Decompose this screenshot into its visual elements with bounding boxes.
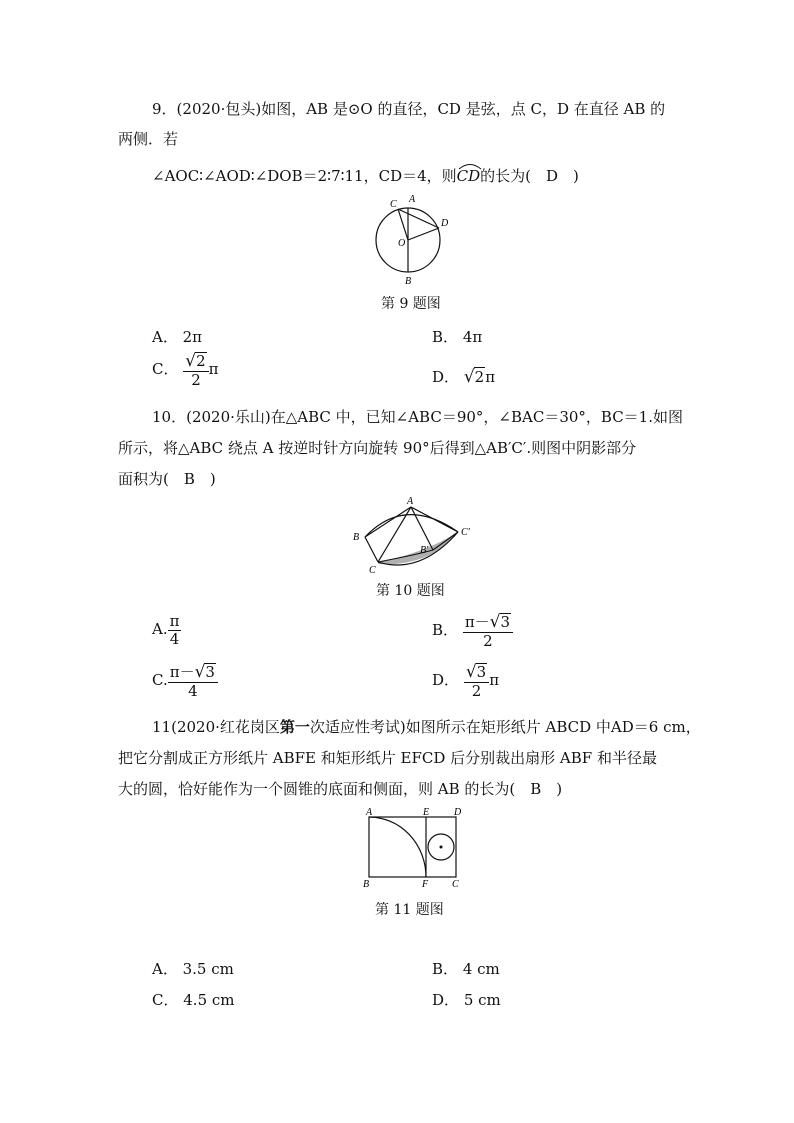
q11-label-c: C [452, 879, 459, 890]
q9-stem-line1: 9．(2020·包头)如图，AB 是⊙O 的直径，CD 是弦，点 C，D 在直径 AB 的 [152, 100, 666, 118]
q11-label-e: E [423, 807, 430, 818]
q10-option-d: D． $\frac{√3}{2}$ π [432, 662, 500, 700]
q11-stem-line2: 把它分割成正方形纸片 ABFE 和矩形纸片 EFCD 后分别裁出扇形 ABF 和半径最 [118, 749, 657, 767]
q10-option-b: B． $\frac{\pi-√3}{2}$ [432, 613, 513, 649]
q11-rectangle-abcd [369, 817, 456, 877]
q10-label-b: B [353, 532, 360, 543]
q11-label-d: D [454, 807, 462, 818]
q9-label-a: A [409, 194, 416, 205]
q9-answer-text: 的长为( D ) [480, 167, 579, 185]
q11-option-b: B． 4 cm [432, 960, 500, 978]
q10-option-c: C. $\frac{\pi-√3}{4}$ [152, 663, 218, 699]
q9-option-b: B． 4π [432, 328, 483, 346]
q9-ratio-text: ∠AOC∶∠AOD∶∠DOB＝2∶7∶11，CD＝4，则 [152, 167, 457, 185]
q10-stem-line2: 所示，将△ABC 绕点 A 按逆时针方向旋转 90°后得到△AB′C′.则图中阴影部分 [118, 439, 637, 457]
q10-segment-bc [365, 537, 378, 562]
q9-figure [368, 193, 458, 288]
q11-sector-arc [369, 817, 426, 877]
q9-radius-oc [398, 209, 408, 240]
q10-a-fraction: $\frac{\pi}{4}$ [169, 612, 180, 648]
q11-figure [358, 805, 468, 890]
q10-label-c: C [369, 565, 376, 576]
q9-label-d: D [441, 218, 449, 229]
q11-option-a: A． 3.5 cm [152, 960, 234, 978]
q10-segment-bpcp [433, 532, 458, 550]
q9-option-c: C． $\frac{√2}{2}$ π [152, 351, 219, 389]
q9-label-o: O [398, 238, 406, 249]
q10-c-fraction: $\frac{\pi-√3}{4}$ [168, 663, 218, 699]
q11-label-f: F [422, 879, 429, 890]
q9-arc-cd: CD [457, 167, 481, 185]
q10-segment-ab [365, 507, 411, 537]
q9-option-d: D． √2π [432, 367, 496, 387]
q11-stem-line3: 大的圆，恰好能作为一个圆锥的底面和侧面，则 AB 的长为( B ) [118, 780, 563, 798]
q11-label-b: B [363, 879, 370, 890]
q9-label-c: C [390, 199, 397, 210]
q11-circle-center [440, 846, 443, 849]
q11-stem-line1: 11(2020·红花岗区第一次适应性考试)如图所示在矩形纸片 ABCD 中AD＝6 cm， [152, 718, 701, 736]
q9-option-a: A． 2π [152, 328, 203, 346]
q10-label-cp: C′ [461, 527, 470, 538]
q10-option-a: A. $\frac{\pi}{4}$ [152, 612, 180, 648]
q9-stem-line2: 两侧．若 [118, 130, 179, 148]
q11-label-a: A [366, 807, 373, 818]
q10-label-a: A [407, 496, 414, 507]
q9-stem-line3 [152, 165, 579, 186]
q9-caption: 第 9 题图 [381, 296, 441, 312]
q10-outer-arc-top [365, 515, 458, 537]
q10-stem-line3: 面积为( B ) [118, 470, 216, 488]
q10-stem-line1: 10．(2020·乐山)在△ABC 中，已知∠ABC＝90°，∠BAC＝30°，BC＝1.如图 [152, 408, 683, 426]
q10-label-bp: B′ [420, 545, 429, 556]
q11-caption: 第 11 题图 [375, 902, 444, 918]
q10-figure [345, 495, 480, 577]
q11-option-d: D． 5 cm [432, 991, 501, 1009]
q10-b-fraction: $\frac{\pi-√3}{2}$ [463, 613, 513, 649]
q9-label-b: B [405, 276, 412, 287]
q11-option-c: C． 4.5 cm [152, 991, 235, 1009]
q10-d-fraction: $\frac{√3}{2}$ [464, 663, 489, 699]
q9-radius-od [408, 228, 439, 240]
arc-mark-icon [457, 160, 483, 170]
q9-c-fraction: $\frac{√2}{2}$ [183, 352, 208, 388]
q9-chord-cd [398, 209, 439, 228]
q10-segment-ac [378, 507, 411, 562]
q10-caption: 第 10 题图 [376, 583, 445, 599]
